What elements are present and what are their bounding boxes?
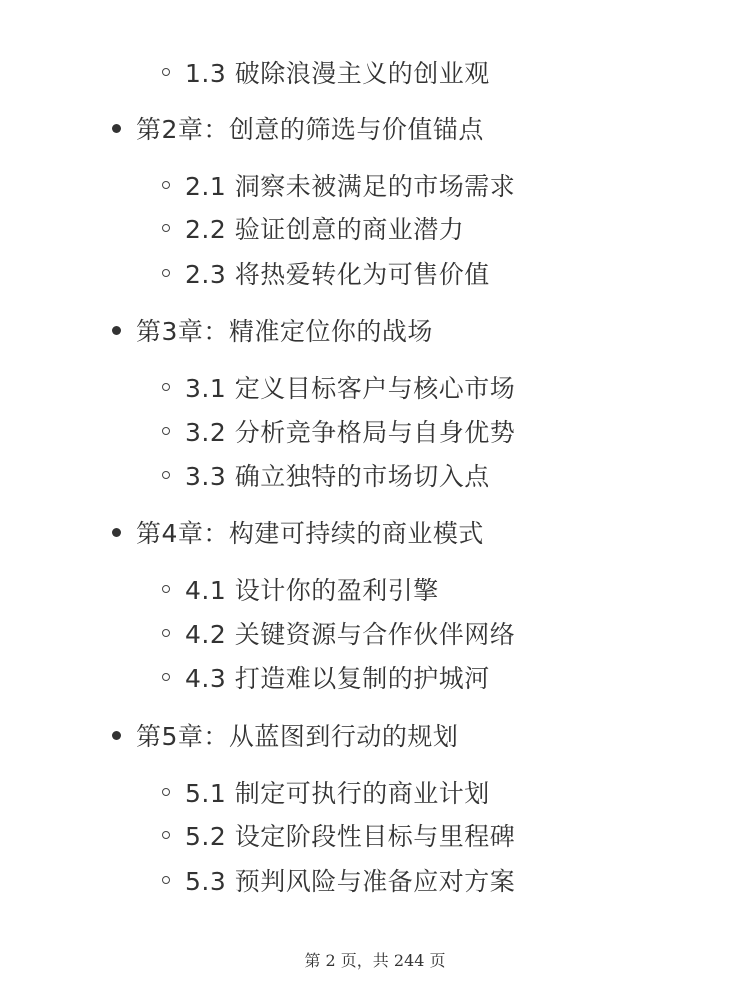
toc-entry-text: 第3章：精准定位你的战场 xyxy=(136,317,433,346)
toc-section-5-3 xyxy=(162,860,515,900)
toc-section-5-2 xyxy=(162,815,515,855)
toc-entry-text: 5.1 制定可执行的商业计划 xyxy=(185,779,490,808)
circle-bullet-icon xyxy=(162,629,170,637)
toc-entry-text: 5.3 预判风险与准备应对方案 xyxy=(185,867,516,896)
toc-section-3-2 xyxy=(162,411,515,451)
circle-bullet-icon xyxy=(162,383,170,391)
toc-entry-text: 4.3 打造难以复制的护城河 xyxy=(185,664,490,693)
toc-entry-text: 3.3 确立独特的市场切入点 xyxy=(185,462,490,491)
toc-chapter-2 xyxy=(112,108,484,148)
circle-bullet-icon xyxy=(162,831,170,839)
toc-section-5-1 xyxy=(162,772,490,812)
toc-chapter-3 xyxy=(112,310,433,350)
toc-chapter-5 xyxy=(112,715,458,755)
circle-bullet-icon xyxy=(162,427,170,435)
circle-bullet-icon xyxy=(162,269,170,277)
toc-entry-text: 3.2 分析竞争格局与自身优势 xyxy=(185,418,516,447)
toc-section-4-2 xyxy=(162,613,515,653)
toc-entry-text: 2.1 洞察未被满足的市场需求 xyxy=(185,172,516,201)
toc-entry-text: 4.2 关键资源与合作伙伴网络 xyxy=(185,620,516,649)
toc-entry-text: 第4章：构建可持续的商业模式 xyxy=(136,519,484,548)
circle-bullet-icon xyxy=(162,224,170,232)
circle-bullet-icon xyxy=(162,181,170,189)
disc-bullet-icon xyxy=(112,528,121,537)
toc-section-2-2 xyxy=(162,208,464,248)
toc-section-3-1 xyxy=(162,367,515,407)
toc-section-4-3 xyxy=(162,657,490,697)
circle-bullet-icon xyxy=(162,471,170,479)
toc-section-2-1 xyxy=(162,165,515,205)
toc-section-1-3 xyxy=(162,52,490,92)
toc-entry-text: 2.2 验证创意的商业潜力 xyxy=(185,215,465,244)
circle-bullet-icon xyxy=(162,585,170,593)
toc-entry-text: 3.1 定义目标客户与核心市场 xyxy=(185,374,516,403)
toc-entry-text: 第2章：创意的筛选与价值锚点 xyxy=(136,115,484,144)
disc-bullet-icon xyxy=(112,326,121,335)
disc-bullet-icon xyxy=(112,124,121,133)
disc-bullet-icon xyxy=(112,731,121,740)
toc-entry-text: 第5章：从蓝图到行动的规划 xyxy=(136,722,459,751)
toc-entry-text: 2.3 将热爱转化为可售价值 xyxy=(185,260,490,289)
toc-chapter-4 xyxy=(112,512,484,552)
toc-entry-text: 1.3 破除浪漫主义的创业观 xyxy=(185,59,490,88)
toc-entry-text: 5.2 设定阶段性目标与里程碑 xyxy=(185,822,516,851)
toc-section-3-3 xyxy=(162,455,490,495)
toc-entry-text: 4.1 设计你的盈利引擎 xyxy=(185,576,439,605)
page-number-footer: 第 2 页，共 244 页 xyxy=(304,951,446,970)
toc-section-4-1 xyxy=(162,569,439,609)
circle-bullet-icon xyxy=(162,788,170,796)
toc-section-2-3 xyxy=(162,253,490,293)
circle-bullet-icon xyxy=(162,673,170,681)
circle-bullet-icon xyxy=(162,68,170,76)
circle-bullet-icon xyxy=(162,876,170,884)
